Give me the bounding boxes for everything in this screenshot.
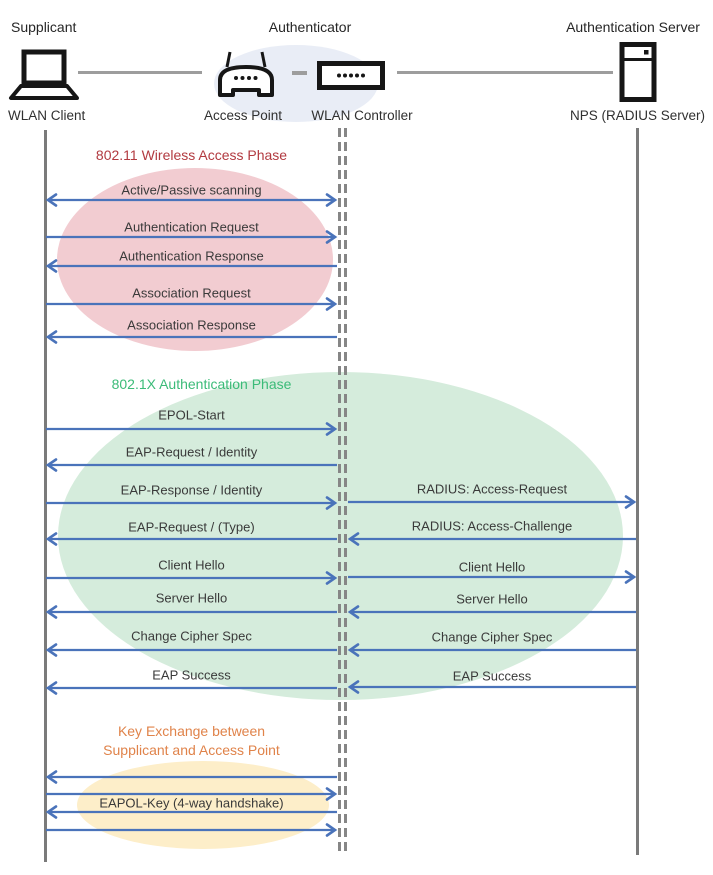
lifeline-wlan-controller-inner bbox=[344, 128, 347, 855]
wlan-controller-icon bbox=[317, 61, 385, 90]
message-label: Change Cipher Spec bbox=[131, 628, 252, 644]
message-label: Client Hello bbox=[458, 559, 526, 575]
message-label: Client Hello bbox=[158, 557, 225, 573]
role-authenticator: Authenticator bbox=[268, 19, 352, 35]
server-icon bbox=[619, 42, 657, 102]
message-arrow-right bbox=[46, 421, 337, 437]
phase-title-key-exchange-line2: Supplicant and Access Point bbox=[103, 742, 280, 758]
message-label: RADIUS: Access-Challenge bbox=[411, 518, 573, 534]
node-nps-radius-server: NPS (RADIUS Server) bbox=[569, 108, 706, 123]
phase-title-authentication: 802.1X Authentication Phase bbox=[111, 376, 292, 392]
node-wlan-controller: WLAN Controller bbox=[311, 108, 413, 123]
phase-title-key-exchange-line1: Key Exchange between bbox=[117, 723, 266, 739]
message-label: EAP-Request / (Type) bbox=[128, 519, 255, 535]
message-label: EAP-Request / Identity bbox=[125, 444, 258, 460]
access-point-icon bbox=[214, 50, 278, 100]
message-label: EAPOL-Key (4-way handshake) bbox=[99, 795, 284, 811]
message-label: Server Hello bbox=[155, 590, 228, 606]
message-label: EAP Success bbox=[152, 667, 231, 683]
role-supplicant: Supplicant bbox=[11, 19, 77, 35]
message-arrow-left bbox=[46, 642, 337, 658]
message-label: Authentication Response bbox=[119, 248, 264, 264]
connector-ap-controller-dash bbox=[292, 71, 307, 75]
message-label: EAP-Response / Identity bbox=[120, 482, 263, 498]
lifeline-wlan-controller-outer bbox=[338, 128, 341, 855]
message-label: Server Hello bbox=[456, 591, 528, 607]
role-authentication-server: Authentication Server bbox=[566, 19, 700, 35]
message-label: Authentication Request bbox=[124, 219, 259, 235]
message-arrow-left bbox=[46, 604, 337, 620]
phase-title-wireless-access: 802.11 Wireless Access Phase bbox=[95, 147, 288, 163]
node-access-point: Access Point bbox=[203, 108, 283, 123]
message-label: EAP Success bbox=[452, 668, 532, 684]
message-arrow-left bbox=[46, 769, 337, 785]
message-label: Change Cipher Spec bbox=[431, 629, 553, 645]
message-label: RADIUS: Access-Request bbox=[416, 481, 568, 497]
message-label: EPOL-Start bbox=[158, 407, 225, 423]
lifeline-nps-server bbox=[636, 128, 639, 855]
message-label: Active/Passive scanning bbox=[121, 182, 262, 198]
laptop-icon bbox=[8, 49, 80, 103]
connector-controller-server bbox=[397, 71, 613, 74]
message-label: Association Request bbox=[132, 285, 251, 301]
message-arrow-right bbox=[46, 822, 337, 838]
message-label: Association Response bbox=[127, 317, 256, 333]
node-wlan-client: WLAN Client bbox=[8, 108, 86, 123]
connector-client-ap bbox=[78, 71, 202, 74]
